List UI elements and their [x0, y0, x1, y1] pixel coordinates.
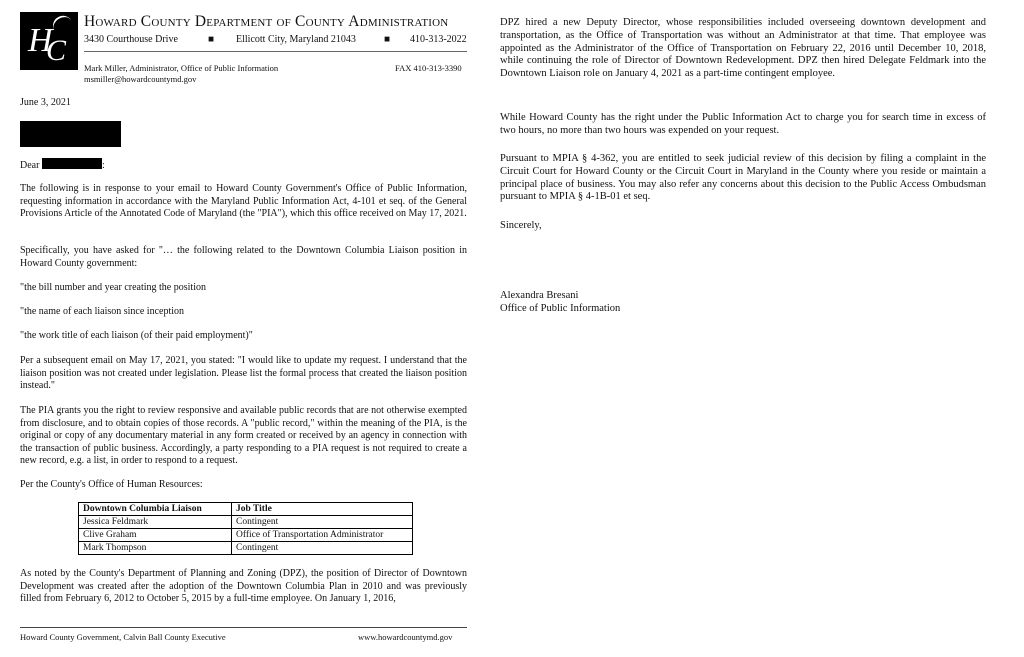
bullet-separator: ■	[384, 34, 391, 45]
wheat-icon	[49, 12, 74, 36]
paragraph-3: Per a subsequent email on May 17, 2021, you stated: "I would like to update my request. I understand that the liaison position was not created under legislation. Please list the formal process that created the liaison position instead."	[20, 355, 467, 391]
job-title: Contingent	[232, 516, 413, 529]
howard-county-logo	[20, 12, 78, 70]
phone-number: 410-313-2022	[410, 34, 467, 45]
redacted-name	[42, 158, 102, 169]
request-item-3: "the work title of each liaison (of their paid employment)"	[20, 330, 253, 341]
letter-page-2	[490, 0, 1024, 657]
liaison-table	[78, 502, 413, 555]
department-name: Howard County Department of County Administration	[84, 13, 449, 30]
salutation	[20, 158, 467, 173]
paragraph-1: The following is in response to your email to Howard County Government's Office of Public Information, requesting information in accordance with the Maryland Public Information Act, 4-101 et seq. of the General Provisions Article of the Annotated Code of Maryland (the "PIA"), which this office received on May 17, 2021.	[20, 183, 467, 219]
letter-page-1	[0, 0, 490, 657]
liaison-name: Jessica Feldmark	[79, 516, 232, 529]
table-row	[79, 516, 413, 529]
footer-divider	[20, 627, 467, 628]
city-address: Ellicott City, Maryland 21043	[236, 34, 356, 45]
table-header-job-title: Job Title	[232, 503, 413, 516]
administrator-email: msmiller@howardcountymd.gov	[84, 74, 197, 84]
logo-letter-h: H	[28, 22, 53, 59]
request-item-1: "the bill number and year creating the position	[20, 282, 206, 293]
paragraph-6: As noted by the County's Department of Planning and Zoning (DPZ), the position of Director of Downtown Development was created after the adoption of the Downtown Columbia Plan in 2010 and was previously filled from February 6, 2012 to October 5, 2015 by a full-time employee. On January 1, 2016,	[20, 568, 467, 604]
liaison-name: Mark Thompson	[79, 542, 232, 555]
salutation-suffix: :	[101, 160, 105, 171]
footer-left: Howard County Government, Calvin Ball County Executive	[20, 632, 226, 642]
administrator-name: Mark Miller, Administrator, Office of Public Information	[84, 63, 279, 73]
paragraph-4: The PIA grants you the right to review responsive and available public records that are not otherwise exempted from disclosure, and to obtain copies of those records. A "public record," within the meaning of the PIA, is the original or copy of any documentary material in any form created or received by an agency in connection with the transaction of public business. Accordingly, a party responding to a PIA request is not required to create a new record, e.g. a list, in order to respond to a request.	[20, 405, 467, 466]
redacted-recipient	[20, 121, 121, 147]
administrator-info	[84, 63, 278, 85]
fax-number: FAX 410-313-3390	[395, 63, 462, 73]
signer-title: Office of Public Information	[500, 303, 621, 314]
job-title: Office of Transportation Administrator	[232, 529, 413, 542]
paragraph-search-time: While Howard County has the right under the Public Information Act to charge you for search time in excess of two hours, no more than two hours was expended on your request.	[500, 112, 986, 136]
paragraph-judicial-review: Pursuant to MPIA § 4-362, you are entitled to seek judicial review of this decision by filing a complaint in the Circuit Court for Howard County or the Circuit Court in Maryland in the County where you reside or maintain a principal place of business. You may also refer any concerns about this decision to the Public Access Ombudsman pursuant to MPIA § 4-1B-01 et seq.	[500, 153, 986, 203]
bullet-separator: ■	[208, 34, 215, 45]
footer-website: www.howardcountymd.gov	[358, 632, 453, 642]
letter-date: June 3, 2021	[20, 97, 71, 108]
street-address: 3430 Courthouse Drive	[84, 34, 178, 45]
logo-letter-c: C	[46, 34, 67, 67]
table-row	[79, 529, 413, 542]
signer-name: Alexandra Bresani	[500, 290, 579, 301]
table-header-row	[79, 503, 413, 516]
paragraph-2: Specifically, you have asked for "… the following related to the Downtown Columbia Liaison position in Howard County government:	[20, 245, 467, 269]
request-item-2: "the name of each liaison since inception	[20, 306, 185, 317]
liaison-name: Clive Graham	[79, 529, 232, 542]
table-row	[79, 542, 413, 555]
letterhead-divider	[84, 51, 467, 52]
salutation-prefix: Dear	[20, 160, 40, 171]
job-title: Contingent	[232, 542, 413, 555]
closing: Sincerely,	[500, 220, 542, 231]
paragraph-5: Per the County's Office of Human Resources:	[20, 479, 203, 490]
table-header-liaison: Downtown Columbia Liaison	[79, 503, 232, 516]
paragraph-continued: DPZ hired a new Deputy Director, whose responsibilities included overseeing downtown development and transportation, as the Office of Transportation was without an Administrator at that time. That employee was appointed as the Administrator of the Office of Transportation on February 22, 2016 until December 10, 2018, while continuing the role of Director of Downtown Redevelopment. DPZ then hired Delegate Feldmark into the Downtown Liaison role on January 4, 2021 as a part-time contingent employee.	[500, 17, 986, 80]
